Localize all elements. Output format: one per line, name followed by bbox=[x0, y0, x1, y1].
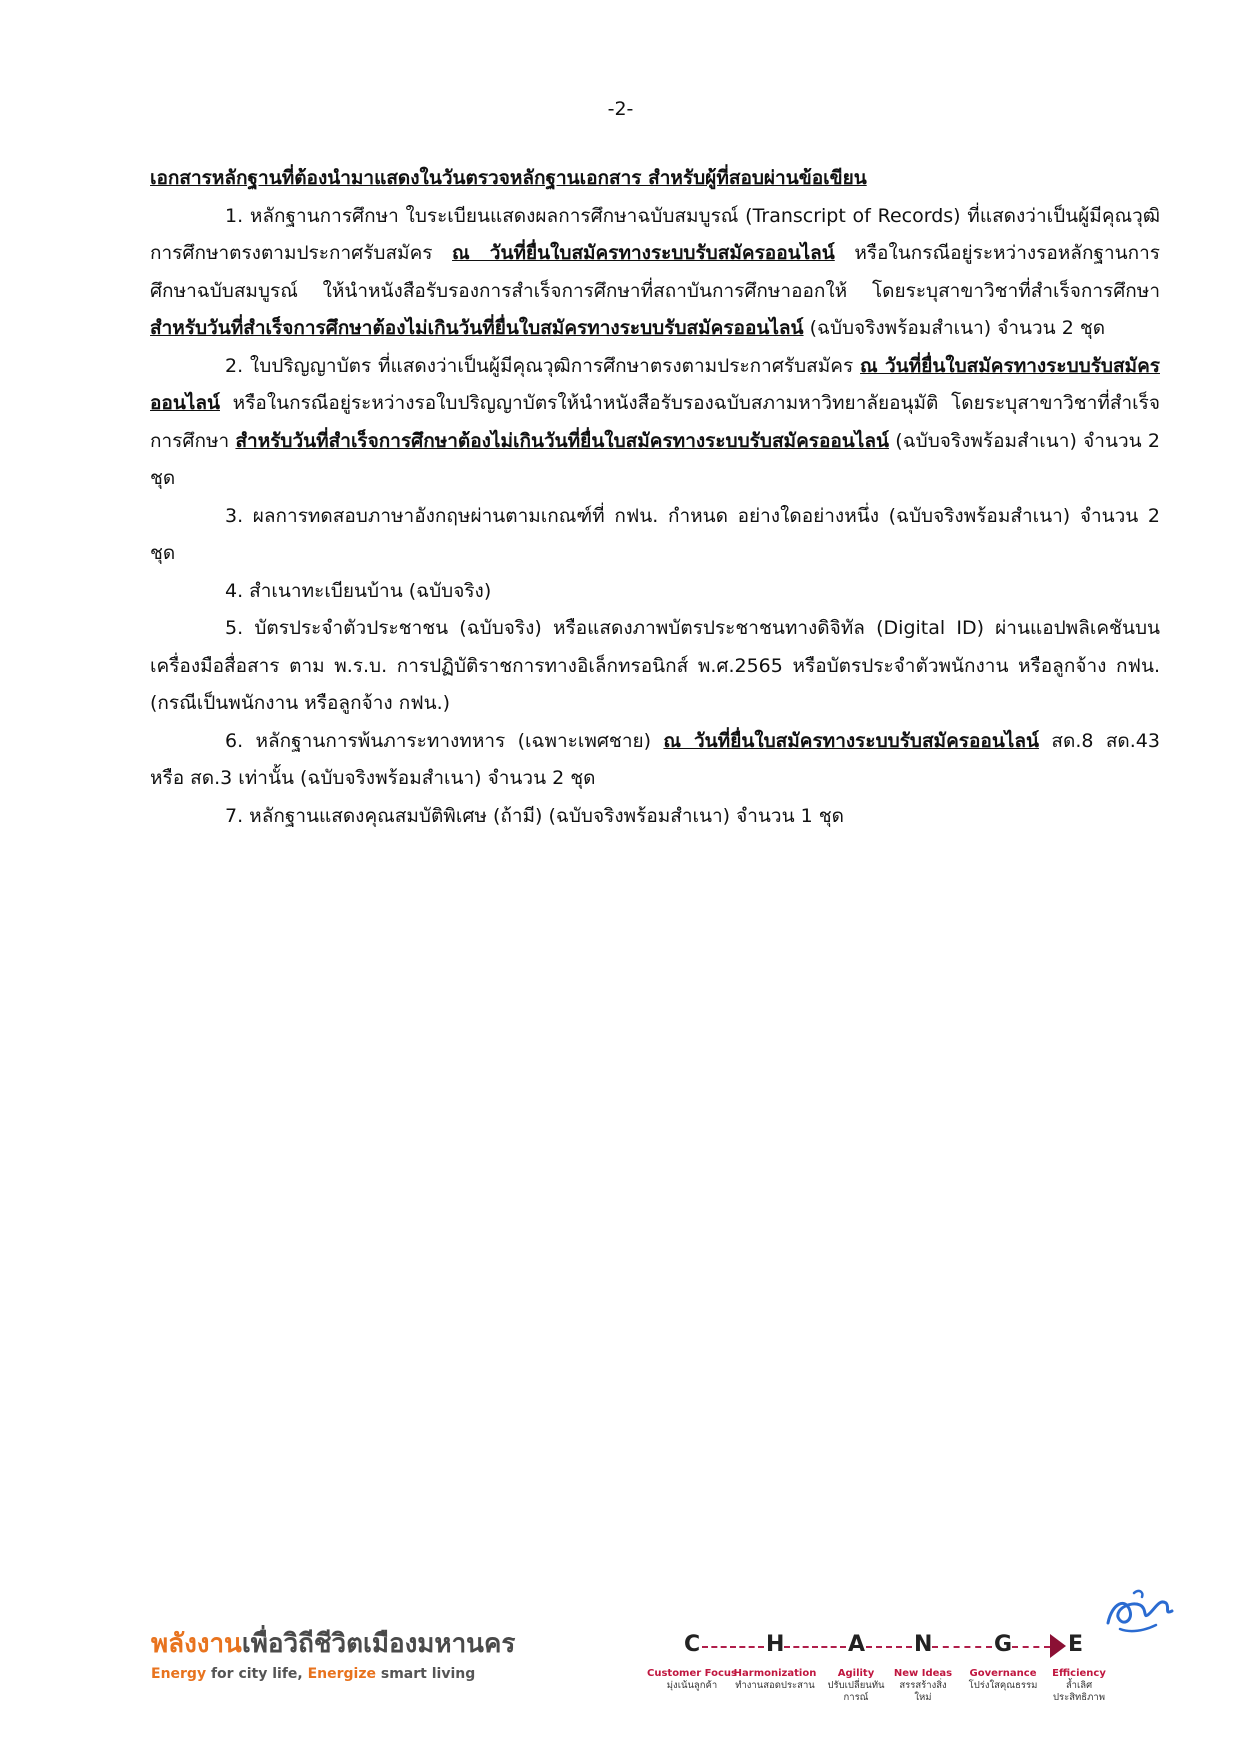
item-1-text-a: 1. หลักฐานการศึกษา ใบระเบียนแสดงผลการศึกษาฉบับสมบูรณ์ (Transcript of Records) ที่แสดงว่าเป็นผู้มีคุณวุฒิการศึกษาตรงตามประกาศรับสมัคร bbox=[150, 204, 1160, 264]
item-6-text-b: สด.8 สด.43 หรือ สด.3 เท่านั้น (ฉบับจริงพร้อมสำเนา) จำนวน 2 ชุด bbox=[150, 729, 1160, 789]
document-body bbox=[150, 160, 1160, 835]
footer-slogan bbox=[151, 1628, 515, 1682]
slogan-en-part-1: Energy bbox=[151, 1666, 207, 1682]
item-2-text-a: 2. ใบปริญญาบัตร ที่แสดงว่าเป็นผู้มีคุณวุฒิการศึกษาตรงตามประกาศรับสมัคร bbox=[225, 354, 860, 377]
list-item-1 bbox=[150, 198, 1160, 348]
value-customer-focus bbox=[647, 1667, 737, 1692]
slogan-thai-accent: พลังงาน bbox=[151, 1629, 242, 1659]
list-item-2 bbox=[150, 348, 1160, 498]
value-th: สรรสร้างสิ่งใหม่ bbox=[899, 1680, 947, 1703]
value-th: ทำงานสอดประสาน bbox=[735, 1680, 815, 1691]
item-6-text-a: 6. หลักฐานการพ้นภาระทางทหาร (เฉพาะเพศชาย) bbox=[225, 729, 664, 752]
value-governance bbox=[963, 1667, 1043, 1692]
item-2-text-b: หรือในกรณีอยู่ระหว่างรอใบปริญญาบัตรให้นำหนังสือรับรองฉบับสภามหาวิทยาลัยอนุมัติ โดยระบุสาขาวิชาที่สำเร็จการศึกษา bbox=[150, 392, 1160, 452]
change-letter-n: N bbox=[914, 1632, 933, 1657]
value-en: New Ideas bbox=[893, 1668, 953, 1679]
change-letter-e: E bbox=[1068, 1632, 1084, 1657]
connector-line bbox=[866, 1646, 912, 1648]
change-letter-a: A bbox=[848, 1632, 866, 1657]
list-item-5: 5. บัตรประจำตัวประชาชน (ฉบับจริง) หรือแสดงภาพบัตรประชาชนทางดิจิทัล (Digital ID) ผ่านแอปพลิเคชันบนเครื่องมือสื่อสาร ตาม พ.ร.บ. การปฏิบัติราชการทางอิเล็กทรอนิกส์ พ.ศ.2565 หรือบัตรประจำตัวพนักงาน หรือลูกจ้าง กฟน. (กรณีเป็นพนักงาน หรือลูกจ้าง กฟน.) bbox=[150, 617, 1160, 714]
slogan-thai-rest: เพื่อวิถีชีวิตเมืองมหานคร bbox=[241, 1629, 516, 1659]
slogan-en-part-2: for city life, bbox=[206, 1666, 308, 1682]
value-en: Customer Focus bbox=[647, 1668, 737, 1679]
change-letter-h: H bbox=[766, 1632, 785, 1657]
list-item-7: 7. หลักฐานแสดงคุณสมบัติพิเศษ (ถ้ามี) (ฉบับจริงพร้อมสำเนา) จำนวน 1 ชุด bbox=[225, 804, 844, 827]
value-efficiency bbox=[1049, 1667, 1109, 1704]
value-th: มุ่งเน้นลูกค้า bbox=[666, 1680, 718, 1691]
section-heading: เอกสารหลักฐานที่ต้องนำมาแสดงในวันตรวจหลักฐานเอกสาร สำหรับผู้ที่สอบผ่านข้อเขียน bbox=[150, 167, 867, 189]
connector-line bbox=[784, 1646, 846, 1648]
change-letter-c: C bbox=[684, 1632, 701, 1657]
change-letter-g: G bbox=[994, 1632, 1013, 1657]
item-1-text-b: หรือในกรณีอยู่ระหว่างรอหลักฐานการศึกษาฉบับสมบูรณ์ ให้นำหนังสือรับรองการสำเร็จการศึกษาที่สถาบันการศึกษาออกให้ โดยระบุสาขาวิชาที่สำเร็จการศึกษา bbox=[150, 242, 1160, 302]
value-en: Governance bbox=[969, 1668, 1037, 1679]
connector-line bbox=[932, 1646, 992, 1648]
value-en: Efficiency bbox=[1052, 1668, 1106, 1679]
item-2-emphasis-a: ณ วันที่ยื่นใบสมัครทางระบบรับสมัครออนไลน์ bbox=[150, 354, 1160, 414]
item-1-emphasis-a: ณ วันที่ยื่นใบสมัครทางระบบรับสมัครออนไลน์ bbox=[452, 242, 835, 264]
slogan-en-part-3: Energize bbox=[307, 1666, 377, 1682]
value-th: ล้ำเลิศประสิทธิภาพ bbox=[1053, 1680, 1105, 1703]
list-item-4: 4. สำเนาทะเบียนบ้าน (ฉบับจริง) bbox=[225, 579, 492, 602]
slogan-english bbox=[151, 1666, 515, 1682]
value-harmonization bbox=[730, 1667, 820, 1692]
item-2-text-c: (ฉบับจริงพร้อมสำเนา) จำนวน 2 ชุด bbox=[150, 429, 1160, 489]
connector-line bbox=[1012, 1646, 1050, 1648]
slogan-en-part-4: smart living bbox=[376, 1666, 476, 1682]
value-new-ideas bbox=[893, 1667, 953, 1704]
value-en: Harmonization bbox=[733, 1668, 817, 1679]
value-en: Agility bbox=[837, 1668, 875, 1679]
item-6-emphasis-a: ณ วันที่ยื่นใบสมัครทางระบบรับสมัครออนไลน์ bbox=[663, 729, 1039, 752]
change-values-logo bbox=[647, 1632, 1140, 1732]
item-1-emphasis-b: สำหรับวันที่สำเร็จการศึกษาต้องไม่เกินวันที่ยื่นใบสมัครทางระบบรับสมัครออนไลน์ bbox=[150, 317, 804, 339]
arrow-icon bbox=[1050, 1634, 1066, 1658]
value-th: ปรับเปลี่ยนทันการณ์ bbox=[827, 1680, 885, 1703]
signature-mark bbox=[1100, 1583, 1180, 1643]
item-2-emphasis-b: สำหรับวันที่สำเร็จการศึกษาต้องไม่เกินวันที่ยื่นใบสมัครทางระบบรับสมัครออนไลน์ bbox=[235, 429, 889, 452]
list-item-6 bbox=[150, 723, 1160, 798]
item-1-text-c: (ฉบับจริงพร้อมสำเนา) จำนวน 2 ชุด bbox=[803, 317, 1106, 339]
slogan-thai bbox=[151, 1628, 515, 1660]
connector-line bbox=[702, 1646, 764, 1648]
value-th: โปร่งใสคุณธรรม bbox=[968, 1680, 1038, 1691]
list-item-3: 3. ผลการทดสอบภาษาอังกฤษผ่านตามเกณฑ์ที่ กฟน. กำหนด อย่างใดอย่างหนึ่ง (ฉบับจริงพร้อมสำเนา) จำนวน 2 ชุด bbox=[150, 504, 1160, 564]
value-agility bbox=[826, 1667, 886, 1704]
page-number: -2- bbox=[607, 98, 634, 120]
